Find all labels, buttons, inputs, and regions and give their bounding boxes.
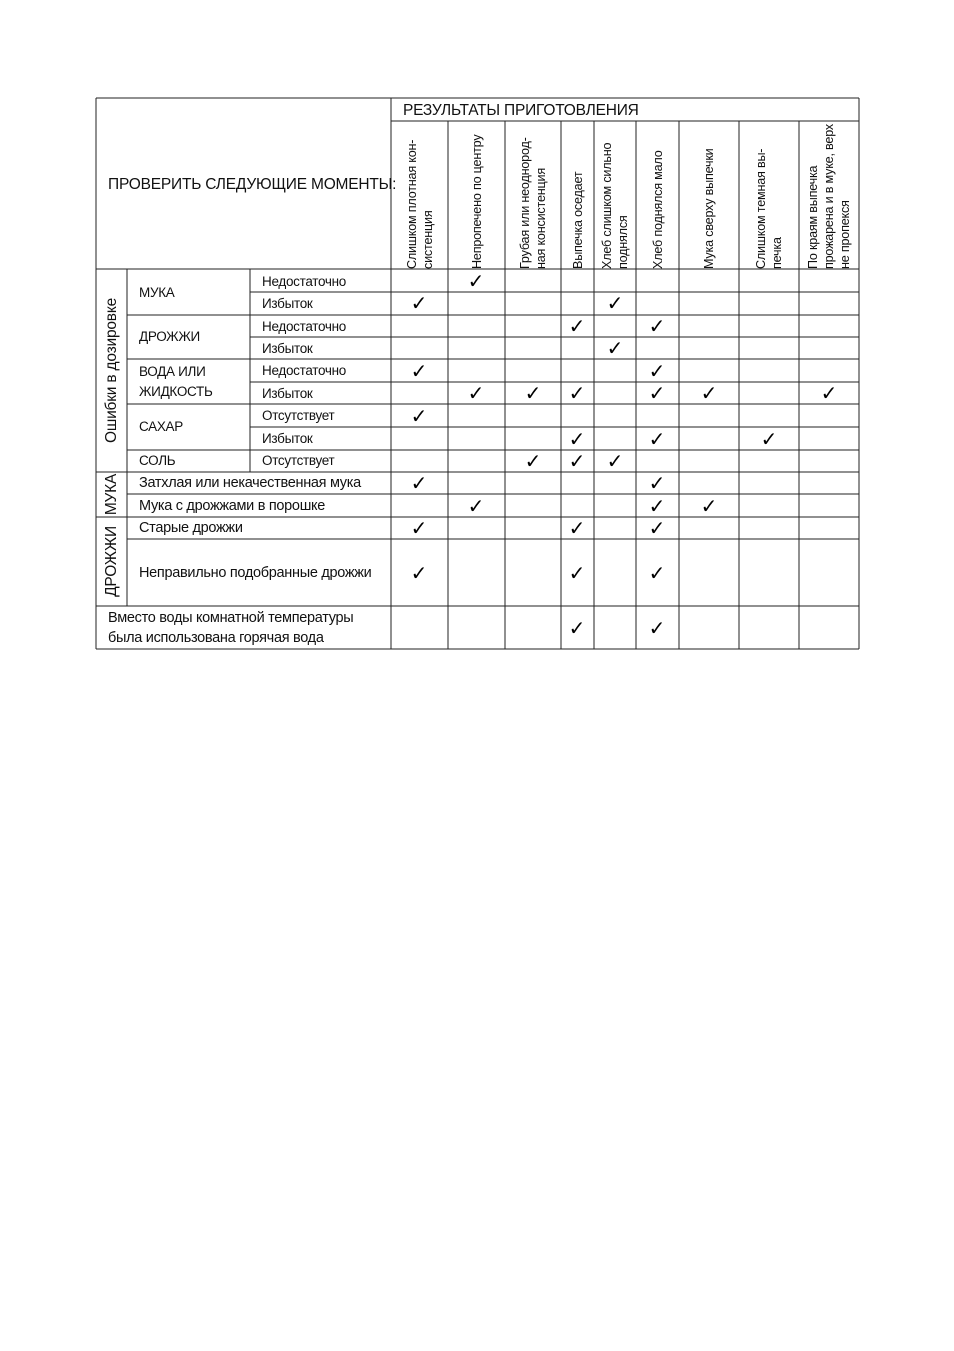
check-mark: ✓ [568,427,586,451]
check-mark: ✓ [467,494,485,518]
check-mark: ✓ [410,291,428,315]
check-mark: ✓ [760,427,778,451]
row-label: Избыток [262,386,313,401]
row-label: Отсутствует [262,408,335,423]
check-mark: ✓ [700,494,718,518]
row-label: Недостаточно [262,274,346,289]
row-label: Вместо воды комнатной температуры была использована горячая вода [108,610,354,646]
row-label: Избыток [262,341,313,356]
ingredient-label: САХАР [139,419,183,434]
check-mark: ✓ [524,381,542,405]
check-mark: ✓ [568,516,586,540]
check-header: ПРОВЕРИТЬ СЛЕДУЮЩИЕ МОМЕНТЫ: [108,176,397,193]
row-label: Избыток [262,296,313,311]
check-mark: ✓ [410,516,428,540]
check-mark: ✓ [467,269,485,293]
column-header: Грубая или неоднород- ная консистенция [518,137,548,269]
check-mark: ✓ [606,291,624,315]
check-mark: ✓ [648,314,666,338]
column-header: Мука сверху выпечки [702,148,716,269]
row-label: Неправильно подобранные дрожжи [139,565,372,581]
check-mark: ✓ [568,561,586,585]
row-label: Избыток [262,431,313,446]
row-label: Отсутствует [262,453,335,468]
check-mark: ✓ [648,616,666,640]
check-mark: ✓ [568,616,586,640]
ingredient-label: СОЛЬ [139,453,176,468]
ingredient-label: ДРОЖЖИ [139,329,200,344]
check-mark: ✓ [820,381,838,405]
check-mark: ✓ [606,449,624,473]
check-mark: ✓ [568,314,586,338]
check-mark: ✓ [568,381,586,405]
check-mark: ✓ [648,494,666,518]
group-label-yeast: ДРОЖЖИ [102,526,120,597]
group-label-dosage: Ошибки в дозировке [102,297,120,444]
check-mark: ✓ [700,381,718,405]
column-header: Хлеб поднялся мало [650,150,665,269]
check-mark: ✓ [568,449,586,473]
row-label: Недостаточно [262,319,346,334]
check-mark: ✓ [648,427,666,451]
check-mark: ✓ [524,449,542,473]
check-mark: ✓ [410,359,428,383]
row-label: Мука с дрожжами в порошке [139,498,325,514]
column-header: Слишком темная вы- печка [754,148,784,269]
check-mark: ✓ [648,359,666,383]
column-header: Непропечено по центру [469,134,484,269]
results-header: РЕЗУЛЬТАТЫ ПРИГОТОВЛЕНИЯ [403,102,639,119]
group-label-flour: МУКА [102,473,120,516]
check-mark: ✓ [410,471,428,495]
check-mark: ✓ [648,471,666,495]
check-mark: ✓ [606,336,624,360]
column-header: Выпечка оседает [570,171,585,269]
ingredient-label: МУКА [139,285,175,300]
row-label: Недостаточно [262,363,346,378]
check-mark: ✓ [410,561,428,585]
check-mark: ✓ [467,381,485,405]
check-mark: ✓ [648,381,666,405]
check-mark: ✓ [648,516,666,540]
column-header: Хлеб слишком сильно поднялся [600,142,630,269]
check-mark: ✓ [410,404,428,428]
ingredient-label: ВОДА ИЛИ ЖИДКОСТЬ [139,364,213,399]
row-label: Затхлая или некачественная мука [139,475,361,491]
column-header: По краям выпечка прожарена и в муке, верх не пропекся [806,124,852,269]
column-header: Слишком плотная кон- систенция [404,139,435,269]
check-mark: ✓ [648,561,666,585]
row-label: Старые дрожжи [139,520,243,536]
